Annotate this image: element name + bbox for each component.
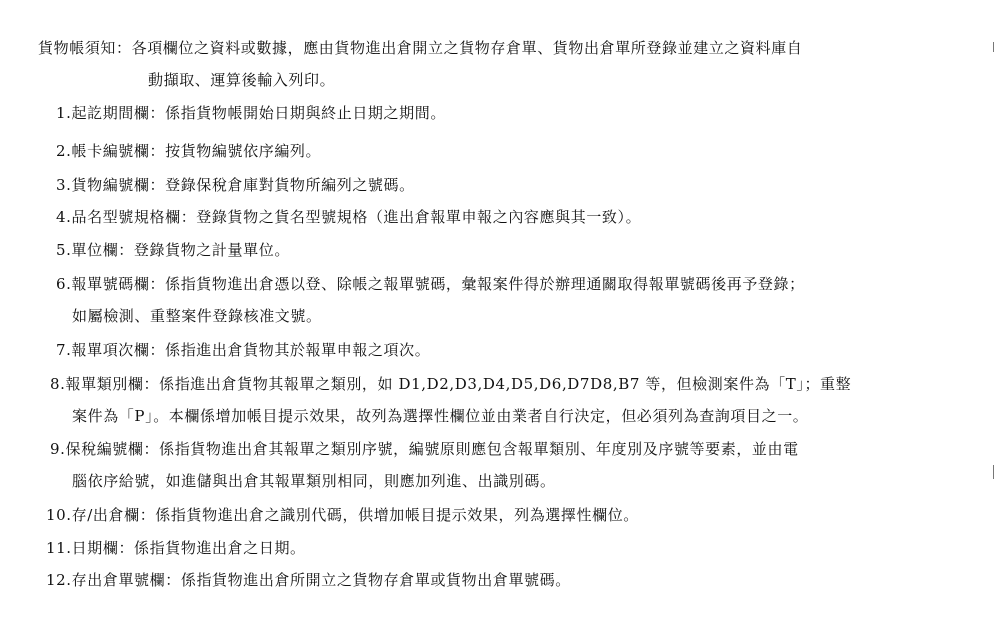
item-10: 10.存/出倉欄：係指貨物進出倉之識別代碼，供增加帳目提示效果，列為選擇性欄位。 [46, 506, 639, 524]
intro-line-1: 貨物帳須知：各項欄位之資料或數據，應由貨物進出倉開立之貨物存倉單、貨物出倉單所登錄並建立之資料庫自 [38, 39, 803, 57]
item-8-continuation: 案件為「P」。本欄係增加帳目提示效果，故列為選擇性欄位並由業者自行決定，但必須列為查詢項目之一。 [72, 407, 809, 425]
intro-line-2: 動擷取、運算後輸入列印。 [148, 71, 336, 89]
item-6-continuation: 如屬檢測、重整案件登錄核准文號。 [72, 307, 322, 325]
item-4: 4.品名型號規格欄：登錄貨物之貨名型號規格（進出倉報單申報之內容應與其一致）。 [56, 208, 642, 226]
item-7: 7.報單項次欄：係指進出倉貨物其於報單申報之項次。 [56, 341, 431, 359]
item-3: 3.貨物編號欄：登錄保稅倉庫對貨物所編列之號碼。 [56, 176, 415, 194]
item-6: 6.報單號碼欄：係指貨物進出倉憑以登、除帳之報單號碼，彙報案件得於辦理通關取得報單號碼後再予登錄； [56, 275, 805, 293]
scan-mark [993, 42, 994, 52]
item-2: 2.帳卡編號欄：按貨物編號依序編列。 [56, 142, 322, 160]
item-9: 9.保稅編號欄：係指貨物進出倉其報單之類別序號，編號原則應包含報單類別、年度別及序號等要素，並由電 [50, 440, 799, 458]
scan-mark [993, 465, 994, 479]
item-9-continuation: 腦依序給號，如進儲與出倉其報單類別相同，則應加列進、出識別碼。 [72, 472, 556, 490]
item-1: 1.起訖期間欄：係指貨物帳開始日期與終止日期之期間。 [56, 104, 446, 122]
item-11: 11.日期欄：係指貨物進出倉之日期。 [46, 539, 306, 557]
item-12: 12.存出倉單號欄：係指貨物進出倉所開立之貨物存倉單或貨物出倉單號碼。 [46, 571, 571, 589]
item-8: 8.報單類別欄：係指進出倉貨物其報單之類別，如 D1,D2,D3,D4,D5,D6,D7D8,B7 等，但檢測案件為「T」；重整 [50, 375, 852, 393]
item-5: 5.單位欄：登錄貨物之計量單位。 [56, 241, 290, 259]
